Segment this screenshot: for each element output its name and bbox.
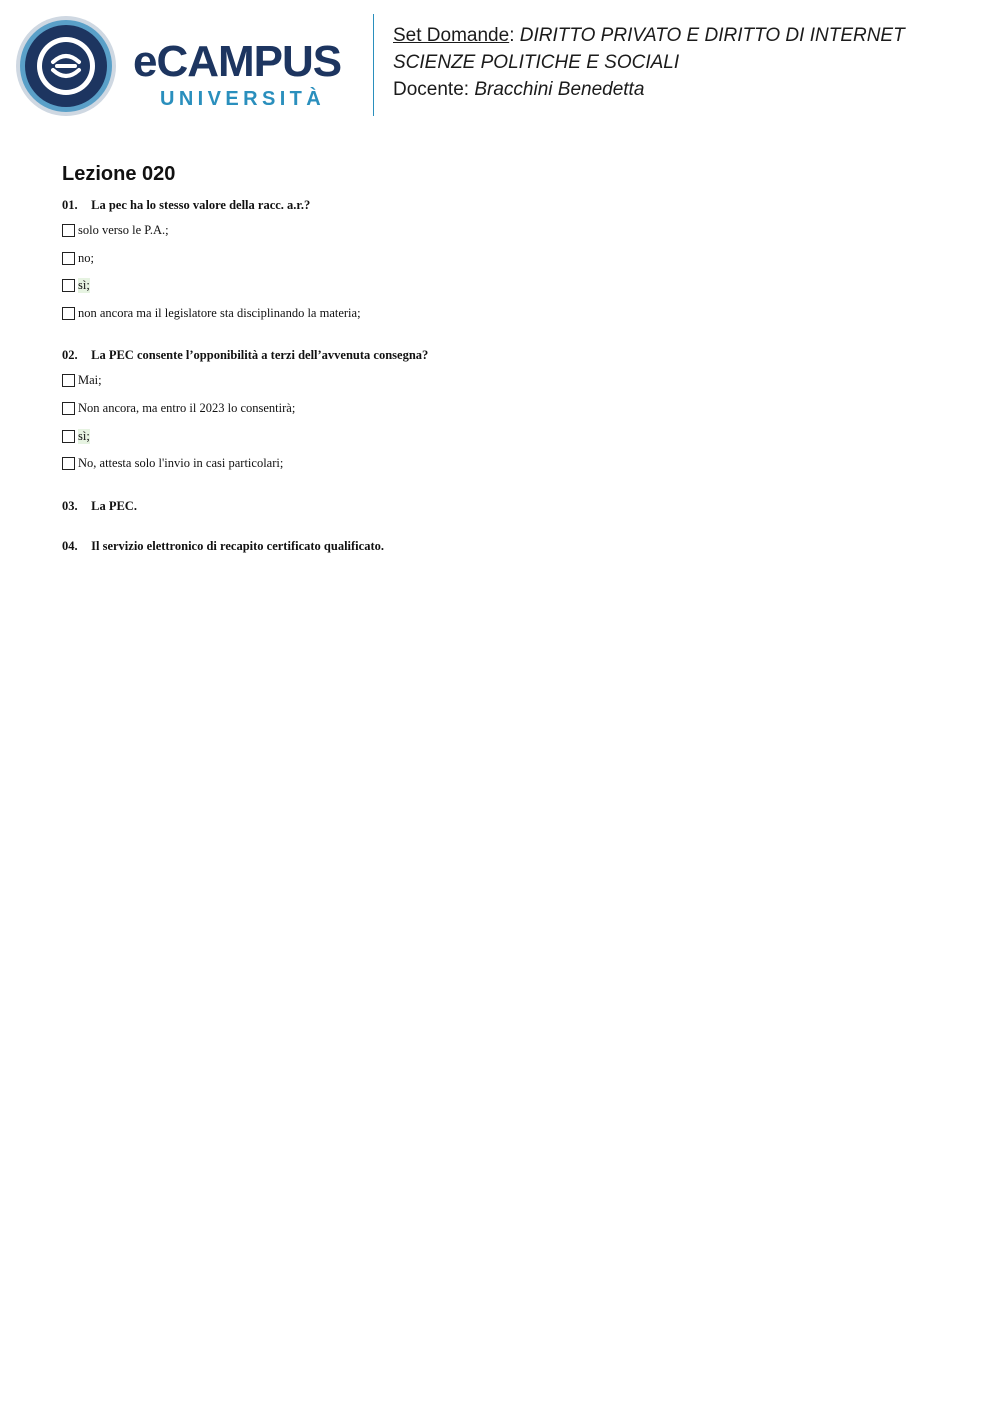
option-label: Mai; [78, 373, 102, 387]
checkbox[interactable] [62, 279, 75, 292]
option-label: No, attesta solo l'invio in casi particolari; [78, 456, 284, 470]
checkbox[interactable] [62, 374, 75, 387]
option-label-highlighted: sì; [78, 429, 90, 443]
option-label-highlighted: sì; [78, 278, 90, 292]
option-item[interactable] [62, 278, 90, 293]
question-text: Il servizio elettronico di recapito certificato qualificato. [91, 539, 384, 553]
set-label: Set Domande [393, 25, 510, 46]
header-divider [373, 14, 374, 116]
question-number: 01. [62, 198, 78, 212]
option-item[interactable] [62, 306, 361, 321]
question-text: La PEC consente l’opponibilità a terzi dell’avvenuta consegna? [91, 348, 429, 362]
option-label: no; [78, 251, 94, 265]
question-03 [62, 499, 137, 514]
checkbox[interactable] [62, 402, 75, 415]
checkbox[interactable] [62, 307, 75, 320]
question-text: La pec ha lo stesso valore della racc. a.r.? [91, 198, 311, 212]
option-item[interactable] [62, 223, 169, 238]
teacher-line: Docente: Bracchini Benedetta [393, 79, 645, 100]
teacher-label: Docente [393, 79, 464, 100]
question-02 [62, 348, 428, 363]
question-04 [62, 539, 384, 554]
checkbox[interactable] [62, 224, 75, 237]
option-item[interactable] [62, 456, 283, 471]
option-item[interactable] [62, 373, 102, 388]
option-label: Non ancora, ma entro il 2023 lo consentirà; [78, 401, 296, 415]
option-label: solo verso le P.A.; [78, 223, 169, 237]
header-info [393, 22, 905, 103]
checkbox[interactable] [62, 252, 75, 265]
teacher-name: Bracchini Benedetta [474, 79, 645, 100]
logo-subtitle: UNIVERSITÀ [160, 88, 326, 110]
question-number: 03. [62, 499, 78, 513]
lesson-title: Lezione 020 [62, 163, 176, 185]
course-name: DIRITTO PRIVATO E DIRITTO DI INTERNET [519, 25, 905, 46]
faculty-line [393, 49, 905, 76]
faculty-name: SCIENZE POLITICHE E SOCIALI [393, 52, 680, 73]
question-number: 02. [62, 348, 78, 362]
option-label: non ancora ma il legislatore sta disciplinando la materia; [78, 306, 361, 320]
question-text: La PEC. [91, 499, 137, 513]
checkbox[interactable] [62, 430, 75, 443]
question-number: 04. [62, 539, 78, 553]
option-item[interactable] [62, 401, 295, 416]
option-item[interactable] [62, 251, 94, 266]
checkbox[interactable] [62, 457, 75, 470]
course-line: Set Domande: DIRITTO PRIVATO E DIRITTO DI INTERNET [393, 25, 905, 46]
option-item[interactable] [62, 429, 90, 444]
logo-wordmark: eCAMPUS [133, 37, 342, 86]
ecampus-seal-logo [15, 15, 117, 117]
question-01 [62, 198, 310, 213]
